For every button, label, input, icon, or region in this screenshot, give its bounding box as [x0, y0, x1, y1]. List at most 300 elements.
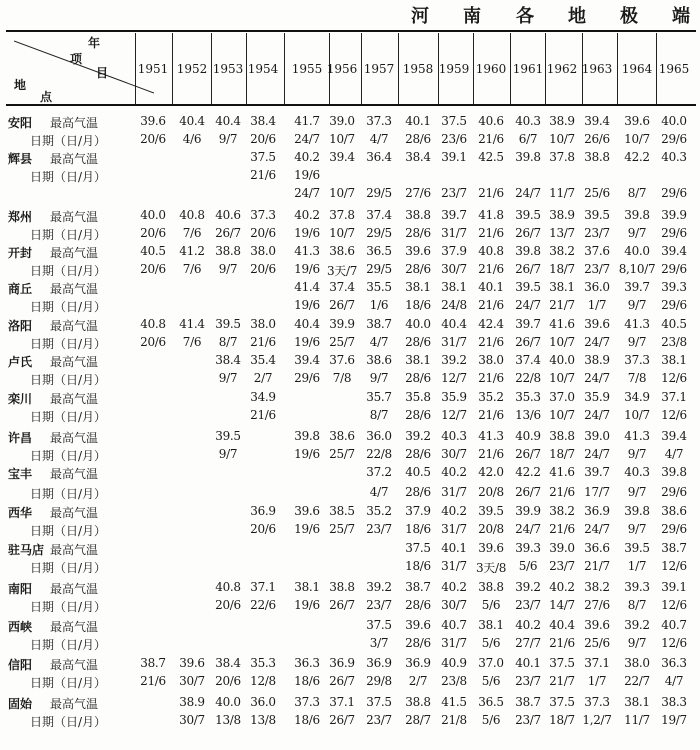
table-cell: 37.4 [515, 353, 541, 367]
table-cell: 24/7 [584, 371, 610, 385]
table-cell: 20/6 [250, 522, 276, 536]
row-label: 最高气温 [50, 319, 99, 333]
table-cell: 37.5 [549, 695, 575, 709]
table-row [0, 261, 700, 279]
table-cell: 24/8 [441, 298, 467, 312]
table-cell: 27/6 [405, 186, 431, 200]
table-row [0, 167, 700, 185]
table-cell: 24/7 [515, 186, 541, 200]
table-cell: 1/6 [369, 298, 389, 312]
table-cell: 29/6 [661, 485, 687, 499]
table-cell: 38.5 [329, 504, 355, 518]
table-cell: 12/8 [250, 674, 276, 688]
table-cell: 40.8 [478, 244, 504, 258]
table-cell: 39.3 [624, 580, 650, 594]
table-cell: 22/8 [515, 371, 541, 385]
table-cell: 41.3 [294, 244, 320, 258]
table-cell: 38.1 [441, 280, 467, 294]
table-cell: 1/7 [627, 559, 647, 573]
table-row [0, 279, 700, 297]
table-row [0, 428, 700, 446]
table-row [0, 149, 700, 167]
table-cell: 21/6 [478, 335, 504, 349]
table-cell: 4/7 [664, 447, 684, 461]
station-name: 辉县 [8, 152, 33, 166]
table-cell: 39.6 [478, 541, 504, 555]
table-cell: 23/7 [441, 186, 467, 200]
table-cell: 24/7 [515, 298, 541, 312]
station-name: 信阳 [8, 658, 33, 672]
row-label: 最高气温 [50, 658, 99, 672]
table-cell: 39.6 [584, 618, 610, 632]
row-label: 最高气温 [50, 506, 99, 520]
table-cell: 40.7 [441, 618, 467, 632]
table-cell: 37.5 [441, 114, 467, 128]
table-cell: 6/7 [518, 132, 538, 146]
table-cell: 37.9 [405, 504, 431, 518]
table-cell: 3天/7 [326, 264, 358, 278]
table-cell: 40.0 [661, 114, 687, 128]
table-cell: 42.2 [624, 150, 650, 164]
table-cell: 25/7 [329, 447, 355, 461]
table-cell: 10/7 [549, 371, 575, 385]
table-cell: 5/6 [481, 713, 501, 727]
table-cell: 39.2 [515, 580, 541, 594]
table-cell: 20/6 [215, 598, 241, 612]
table-cell: 42.2 [515, 465, 541, 479]
table-cell: 9/7 [218, 447, 238, 461]
table-cell: 10/7 [549, 335, 575, 349]
table-cell: 36.5 [478, 695, 504, 709]
table-cell: 28/6 [405, 636, 431, 650]
row-label: 日期（日/月） [30, 449, 107, 463]
table-cell: 39.5 [515, 280, 541, 294]
table-cell: 26/7 [515, 335, 541, 349]
table-cell: 29/6 [661, 186, 687, 200]
table-cell: 39.4 [584, 114, 610, 128]
table-cell: 26/7 [329, 713, 355, 727]
table-cell: 23/7 [584, 262, 610, 276]
table-cell: 39.9 [515, 504, 541, 518]
table-cell: 40.5 [405, 465, 431, 479]
table-cell: 13/7 [549, 226, 575, 240]
table-cell: 9/7 [218, 371, 238, 385]
table-cell: 40.0 [624, 244, 650, 258]
table-cell: 9/7 [627, 447, 647, 461]
table-cell: 8/7 [369, 408, 389, 422]
table-cell: 38.0 [250, 244, 276, 258]
table-cell: 37.8 [549, 150, 575, 164]
table-row [0, 521, 700, 539]
table-cell: 26/6 [584, 132, 610, 146]
table-cell: 40.9 [441, 656, 467, 670]
table-row [0, 185, 700, 203]
table-cell: 39.2 [441, 353, 467, 367]
table-cell: 23/7 [515, 674, 541, 688]
table-cell: 29/6 [294, 371, 320, 385]
table-row [0, 316, 700, 334]
row-label: 日期（日/月） [30, 524, 107, 538]
row-label: 日期（日/月） [30, 170, 107, 184]
table-cell: 40.2 [549, 580, 575, 594]
year-header-cell: 1964 [621, 62, 653, 76]
table-cell: 1/7 [587, 674, 607, 688]
station-name: 卢氏 [8, 355, 33, 369]
table-row [0, 225, 700, 243]
table-cell: 38.8 [215, 244, 241, 258]
table-cell: 35.2 [478, 390, 504, 404]
table-cell: 37.5 [366, 695, 392, 709]
row-label: 最高气温 [50, 620, 99, 634]
table-cell: 21/6 [250, 335, 276, 349]
row-label: 日期（日/月） [30, 264, 107, 278]
table-row [0, 712, 700, 730]
table-cell: 40.4 [441, 317, 467, 331]
row-label: 日期（日/月） [30, 600, 107, 614]
table-cell: 20/6 [215, 674, 241, 688]
table-cell: 38.0 [624, 656, 650, 670]
table-cell: 35.9 [584, 390, 610, 404]
table-cell: 37.4 [366, 208, 392, 222]
table-cell: 36.0 [250, 695, 276, 709]
table-cell: 37.3 [250, 208, 276, 222]
table-cell: 7/6 [182, 335, 202, 349]
table-cell: 41.3 [624, 317, 650, 331]
table-cell: 10/7 [329, 186, 355, 200]
table-cell: 10/7 [549, 132, 575, 146]
station-name: 许昌 [8, 431, 33, 445]
table-cell: 38.8 [329, 580, 355, 594]
row-label: 最高气温 [50, 697, 99, 711]
table-cell: 36.5 [366, 244, 392, 258]
station-name: 郑州 [8, 210, 33, 224]
table-cell: 19/6 [294, 262, 320, 276]
table-cell: 30/7 [179, 674, 205, 688]
table-cell: 40.3 [624, 465, 650, 479]
table-cell: 36.4 [366, 150, 392, 164]
year-header-cell: 1961 [512, 62, 544, 76]
table-cell: 40.5 [140, 244, 166, 258]
table-cell: 37.5 [250, 150, 276, 164]
table-cell: 21/6 [478, 447, 504, 461]
table-cell: 38.1 [478, 618, 504, 632]
table-cell: 35.9 [441, 390, 467, 404]
row-label: 最高气温 [50, 543, 99, 557]
table-cell: 40.1 [405, 114, 431, 128]
table-cell: 41.3 [478, 429, 504, 443]
station-name: 西华 [8, 506, 33, 520]
table-cell: 38.2 [549, 504, 575, 518]
table-row [0, 558, 700, 576]
table-cell: 37.5 [405, 541, 431, 555]
table-cell: 14/7 [549, 598, 575, 612]
table-cell: 26/7 [215, 226, 241, 240]
table-cell: 31/7 [441, 485, 467, 499]
table-cell: 39.1 [661, 580, 687, 594]
table-cell: 21/6 [478, 226, 504, 240]
table-cell: 23/6 [441, 132, 467, 146]
table-cell: 11/7 [549, 186, 575, 200]
row-label: 日期（日/月） [30, 715, 107, 729]
table-row [0, 446, 700, 464]
row-label: 最高气温 [50, 582, 99, 596]
row-label: 日期（日/月） [30, 337, 107, 351]
table-cell: 39.9 [329, 317, 355, 331]
table-row [0, 370, 700, 388]
table-cell: 28/6 [405, 485, 431, 499]
table-cell: 38.9 [549, 208, 575, 222]
table-cell: 37.3 [366, 114, 392, 128]
table-cell: 12/6 [661, 598, 687, 612]
table-cell: 39.3 [661, 280, 687, 294]
table-cell: 8/7 [218, 335, 238, 349]
table-cell: 39.5 [584, 208, 610, 222]
table-cell: 23/7 [549, 559, 575, 573]
table-row [0, 635, 700, 653]
table-cell: 8/7 [627, 186, 647, 200]
year-header-cell: 1956 [326, 62, 358, 76]
table-cell: 21/7 [584, 559, 610, 573]
table-row [0, 113, 700, 131]
table-cell: 18/6 [294, 674, 320, 688]
table-cell: 38.9 [179, 695, 205, 709]
year-header-cell: 1951 [137, 62, 169, 76]
table-cell: 9/7 [627, 636, 647, 650]
year-header-cell: 1963 [581, 62, 613, 76]
table-cell: 7/8 [332, 371, 352, 385]
table-cell: 9/7 [627, 522, 647, 536]
table-cell: 29/5 [366, 226, 392, 240]
station-name: 洛阳 [8, 319, 33, 333]
table-cell: 35.8 [405, 390, 431, 404]
table-cell: 26/7 [329, 298, 355, 312]
table-cell: 21/7 [549, 298, 575, 312]
row-label: 最高气温 [50, 116, 99, 130]
table-cell: 17/7 [584, 485, 610, 499]
table-cell: 42.5 [478, 150, 504, 164]
table-cell: 9/7 [369, 371, 389, 385]
table-row [0, 540, 700, 558]
table-cell: 24/7 [584, 408, 610, 422]
table-cell: 28/6 [405, 226, 431, 240]
table-cell: 19/6 [294, 598, 320, 612]
table-cell: 41.2 [179, 244, 205, 258]
table-cell: 19/6 [294, 298, 320, 312]
table-cell: 38.4 [250, 114, 276, 128]
row-label: 日期（日/月） [30, 134, 107, 148]
table-cell: 21/6 [250, 408, 276, 422]
row-label: 最高气温 [50, 210, 99, 224]
table-cell: 2/7 [408, 674, 428, 688]
table-cell: 27/7 [515, 636, 541, 650]
station-name: 宝丰 [8, 467, 33, 481]
table-cell: 12/7 [441, 408, 467, 422]
table-cell: 8/7 [627, 598, 647, 612]
table-cell: 38.9 [584, 353, 610, 367]
table-row [0, 334, 700, 352]
title-char: 极 [620, 6, 639, 27]
corner-place-label: 点 [40, 90, 53, 104]
table-cell: 38.2 [584, 580, 610, 594]
table-cell: 12/6 [661, 408, 687, 422]
table-cell: 38.4 [405, 150, 431, 164]
table-cell: 29/6 [661, 298, 687, 312]
table-cell: 24/7 [515, 522, 541, 536]
table-cell: 26/7 [329, 598, 355, 612]
table-cell: 20/6 [140, 226, 166, 240]
year-header-cell: 1959 [438, 62, 470, 76]
table-row [0, 389, 700, 407]
table-cell: 23/8 [661, 335, 687, 349]
table-cell: 40.0 [215, 695, 241, 709]
table-cell: 37.1 [250, 580, 276, 594]
table-cell: 22/7 [624, 674, 650, 688]
table-row [0, 617, 700, 635]
table-cell: 37.3 [294, 695, 320, 709]
table-cell: 39.6 [405, 618, 431, 632]
table-cell: 37.8 [329, 208, 355, 222]
table-cell: 4/7 [369, 335, 389, 349]
table-cell: 13/8 [215, 713, 241, 727]
table-cell: 28/6 [405, 132, 431, 146]
table-cell: 40.8 [179, 208, 205, 222]
table-cell: 23/7 [515, 713, 541, 727]
table-cell: 36.0 [366, 429, 392, 443]
table-cell: 39.8 [515, 150, 541, 164]
table-cell: 39.6 [405, 244, 431, 258]
table-cell: 28/6 [405, 371, 431, 385]
table-cell: 21/6 [478, 371, 504, 385]
table-cell: 39.2 [624, 618, 650, 632]
table-row [0, 579, 700, 597]
year-header-cell: 1952 [176, 62, 208, 76]
table-row [0, 131, 700, 149]
row-label: 日期（日/月） [30, 373, 107, 387]
table-cell: 24/7 [584, 335, 610, 349]
station-name: 固始 [8, 697, 33, 711]
year-header-cell: 1965 [658, 62, 690, 76]
table-cell: 18/7 [549, 262, 575, 276]
table-cell: 37.9 [441, 244, 467, 258]
table-cell: 39.4 [661, 244, 687, 258]
station-name: 开封 [8, 246, 33, 260]
table-cell: 41.6 [549, 465, 575, 479]
table-cell: 9/7 [627, 226, 647, 240]
table-cell: 40.1 [478, 280, 504, 294]
table-cell: 26/7 [515, 262, 541, 276]
table-cell: 21/6 [478, 262, 504, 276]
table-cell: 40.5 [661, 317, 687, 331]
table-cell: 40.8 [215, 580, 241, 594]
table-cell: 40.0 [140, 208, 166, 222]
table-cell: 3天/8 [475, 561, 507, 575]
table-row [0, 243, 700, 261]
table-cell: 18/6 [405, 522, 431, 536]
table-cell: 11/7 [624, 713, 650, 727]
table-cell: 40.0 [549, 353, 575, 367]
table-cell: 19/6 [294, 335, 320, 349]
table-cell: 42.0 [478, 465, 504, 479]
table-cell: 10/7 [624, 408, 650, 422]
table-cell: 9/7 [218, 262, 238, 276]
table-row [0, 597, 700, 615]
table-cell: 39.5 [478, 504, 504, 518]
table-cell: 31/7 [441, 559, 467, 573]
table-cell: 37.0 [549, 390, 575, 404]
year-header-cell: 1962 [546, 62, 578, 76]
table-cell: 40.6 [215, 208, 241, 222]
table-cell: 37.6 [329, 353, 355, 367]
table-cell: 23/7 [366, 598, 392, 612]
table-cell: 40.2 [441, 504, 467, 518]
table-cell: 24/7 [294, 186, 320, 200]
table-cell: 18/6 [405, 559, 431, 573]
table-cell: 40.2 [441, 465, 467, 479]
row-label: 最高气温 [50, 467, 99, 481]
table-cell: 41.5 [441, 695, 467, 709]
table-cell: 35.3 [250, 656, 276, 670]
table-cell: 9/7 [218, 132, 238, 146]
table-cell: 12/6 [661, 636, 687, 650]
title-char: 各 [516, 6, 535, 27]
table-cell: 12/7 [441, 371, 467, 385]
table-cell: 38.7 [405, 580, 431, 594]
table-cell: 35.7 [366, 390, 392, 404]
table-cell: 38.1 [405, 280, 431, 294]
table-cell: 39.3 [515, 541, 541, 555]
table-cell: 37.6 [584, 244, 610, 258]
table-cell: 24/7 [584, 447, 610, 461]
table-cell: 34.9 [624, 390, 650, 404]
table-cell: 18/7 [549, 713, 575, 727]
table-cell: 21/6 [478, 408, 504, 422]
table-cell: 26/7 [329, 674, 355, 688]
table-cell: 20/6 [140, 335, 166, 349]
row-label: 最高气温 [50, 392, 99, 406]
table-cell: 9/7 [627, 298, 647, 312]
year-header-cell: 1954 [247, 62, 279, 76]
table-cell: 40.1 [441, 541, 467, 555]
table-cell: 39.6 [179, 656, 205, 670]
table-cell: 10/7 [549, 408, 575, 422]
title-char: 南 [463, 6, 482, 27]
table-cell: 38.6 [329, 244, 355, 258]
row-label: 日期（日/月） [30, 228, 107, 242]
table-cell: 40.8 [140, 317, 166, 331]
table-cell: 40.6 [478, 114, 504, 128]
table-cell: 21/6 [478, 132, 504, 146]
year-header-cell: 1953 [212, 62, 244, 76]
table-cell: 38.8 [405, 208, 431, 222]
table-cell: 29/6 [661, 132, 687, 146]
table-cell: 22/6 [250, 598, 276, 612]
title-char: 地 [568, 6, 587, 27]
table-cell: 3/7 [369, 636, 389, 650]
table-cell: 38.8 [549, 429, 575, 443]
table-cell: 39.0 [329, 114, 355, 128]
table-cell: 38.1 [624, 695, 650, 709]
table-cell: 28/6 [405, 262, 431, 276]
table-cell: 4/7 [369, 132, 389, 146]
table-cell: 35.3 [515, 390, 541, 404]
table-cell: 39.6 [584, 317, 610, 331]
table-cell: 39.1 [441, 150, 467, 164]
table-cell: 42.4 [478, 317, 504, 331]
table-cell: 37.2 [366, 465, 392, 479]
table-cell: 38.1 [549, 280, 575, 294]
table-cell: 7/6 [182, 226, 202, 240]
corner-year-label: 年 [88, 36, 101, 50]
